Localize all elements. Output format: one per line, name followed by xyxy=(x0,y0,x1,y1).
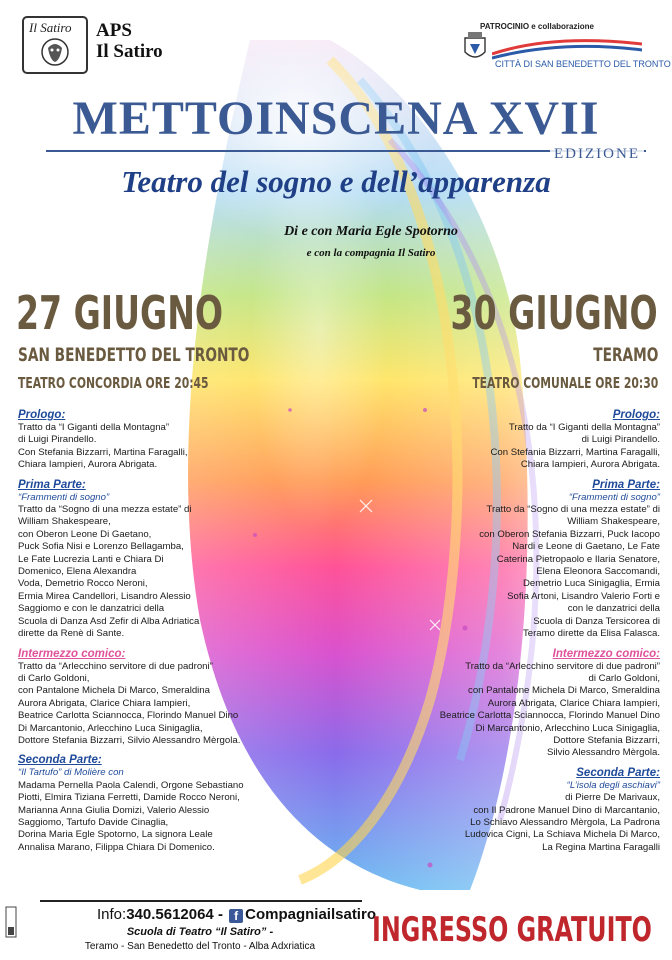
section-work-title: “L’isola degli aschiavi” xyxy=(566,779,660,791)
cast-line: Tratto da “Sogno di una mezza estate” di xyxy=(18,504,192,516)
left-section xyxy=(18,478,348,641)
cast-line: La Regina Martina Faragalli xyxy=(542,841,660,853)
section-heading: Prima Parte: xyxy=(18,478,86,491)
cast-line: Ermia Mirea Candellori, Lisandro Alessio xyxy=(18,590,191,602)
cast-line: Sofia Artoni, Lisandro Valerio Forti e xyxy=(507,590,660,602)
cast-line: Ludovica Cigni, La Schiava Michela Di Marco, xyxy=(464,829,660,841)
cast-line: Le Fate Lucrezia Lanti e Chiara Di xyxy=(18,553,164,565)
city-crest-icon xyxy=(462,30,488,64)
cast-line: Di Marcantonio, Arlecchino Luca Sinigaglia, xyxy=(475,722,660,734)
right-section xyxy=(330,647,660,760)
logo-wordmark: Il Satiro xyxy=(29,20,72,35)
right-venue: TEATRO COMUNALE ORE 20:30 xyxy=(472,374,658,392)
cast-line: Aurora Abrigata, Clarice Chiara Iampieri, xyxy=(18,697,191,709)
cast-line: Lo Schiavo Alessandro Mèrgola, La Padrona xyxy=(470,816,660,828)
cast-line: con Oberon Leone Di Gaetano, xyxy=(18,528,152,540)
cast-line: Dorina Maria Egle Spotorno, La signora Leale xyxy=(18,829,213,841)
cast-line: con Oberon Stefania Bizzarri, Puck Iacopo xyxy=(479,528,660,540)
cast-line: Scuola di Danza Tersicorea di xyxy=(533,615,660,627)
right-section xyxy=(330,766,660,854)
info-separator: - xyxy=(217,906,223,923)
footer-divider xyxy=(40,900,362,902)
section-work-title: “Frammenti di sogno” xyxy=(568,491,660,503)
edition-label: EDIZIONE xyxy=(550,146,644,163)
credit-line-1: Di e con Maria Egle Spotorno xyxy=(284,224,458,239)
left-program xyxy=(18,408,348,860)
cast-line: Chiara Iampieri, Aurora Abrigata. xyxy=(18,459,158,471)
cast-line: Elena Eleonora Saccomandi, xyxy=(536,566,660,578)
section-work-title: “Frammenti di sogno” xyxy=(18,491,110,503)
info-label: Info: xyxy=(97,906,127,923)
cast-line: Chiara Iampieri, Aurora Abrigata. xyxy=(520,459,660,471)
cast-line: Demetrio Luca Sinigaglia, Ermia xyxy=(522,578,660,590)
cast-line: William Shakespeare, xyxy=(567,516,660,528)
cast-line: di Luigi Pirandello. xyxy=(18,434,97,446)
free-entry-label: INGRESSO GRATUITO xyxy=(372,910,652,950)
cast-line: Di Marcantonio, Arlecchino Luca Sinigaglia, xyxy=(18,722,203,734)
cast-line: di Luigi Pirandello. xyxy=(581,434,660,446)
cast-line: Dottore Stefania Bizzarri, xyxy=(553,734,660,746)
left-venue: TEATRO CONCORDIA ORE 20:45 xyxy=(18,374,209,392)
cast-line: Puck Sofia Nisi e Lorenzo Bellagamba, xyxy=(18,541,184,553)
right-date: 30 GIUGNO xyxy=(450,286,658,340)
cast-line: Saggiomo e con le danzatrici della xyxy=(18,603,165,615)
left-section xyxy=(18,753,348,854)
left-section xyxy=(18,647,348,748)
cast-line: Dottore Stefania Bizzarri, Silvio Alessandro Mèrgola. xyxy=(18,734,241,746)
section-work-title: “Il Tartufo” di Molière con xyxy=(18,767,124,779)
right-section xyxy=(330,408,660,472)
school-locations: Teramo - San Benedetto del Tronto - Alba Adxriatica xyxy=(84,941,316,952)
right-city: TERAMO xyxy=(592,344,658,366)
cast-line: Beatrice Carlotta Sciannocca, Florindo Manuel Dino xyxy=(18,710,239,722)
cast-line: con Pantalone Michela Di Marco, Smeraldina xyxy=(18,685,210,697)
org-name xyxy=(96,20,163,62)
section-heading: Intermezzo comico: xyxy=(18,647,126,660)
cast-line: Caterina Pietropaolo e Ilaria Senatore, xyxy=(496,553,660,565)
cast-line: Con Stefania Bizzarri, Martina Faragalli, xyxy=(18,446,188,458)
section-heading: Intermezzo comico: xyxy=(552,647,660,660)
cast-line: Domenico, Elena Alexandra xyxy=(18,566,137,578)
cast-line: Marianna Anna Giulia Domizi, Valerio Alessio xyxy=(18,804,210,816)
cast-line: Piotti, Elmira Tiziana Ferretti, Damide Rocco Neroni, xyxy=(18,792,240,804)
org-name-line1: APS xyxy=(96,20,132,41)
cast-line: Tratto da “Arlecchino servitore di due padroni” xyxy=(18,660,213,672)
event-subtitle: Teatro del sogno e dell’apparenza xyxy=(121,164,551,199)
cast-line: Con Stefania Bizzarri, Martina Faragalli, xyxy=(490,446,660,458)
event-title: METTOINSCENA XVII xyxy=(72,92,600,145)
cast-line: Nardi e Leone di Gaetano, Le Fate xyxy=(512,541,660,553)
facebook-icon: f xyxy=(229,909,243,923)
facebook-page[interactable]: Compagniailsatiro xyxy=(245,906,376,923)
cast-line: Tratto da “I Giganti della Montagna” xyxy=(508,422,660,433)
section-heading: Seconda Parte: xyxy=(576,766,660,779)
credit-line-2: e con la compagnia Il Satiro xyxy=(306,247,436,259)
phone-number[interactable]: 340.5612064 xyxy=(126,906,214,923)
cast-line: Annalisa Marano, Filippa Chiara Di Domenico. xyxy=(18,841,215,853)
patronage-label: PATROCINIO e collaborazione xyxy=(480,22,594,31)
cast-line: con Il Padrone Manuel Dino di Marcantanio, xyxy=(473,804,660,816)
cast-line: di Pierre De Marivaux, xyxy=(565,792,660,804)
cast-line: Saggiomo, Tartufo Davide Cinaglia, xyxy=(18,816,169,828)
cast-line: di Carlo Goldoni, xyxy=(18,672,90,684)
right-section xyxy=(330,478,660,641)
cast-line: Tratto da “Arlecchino servitore di due padroni” xyxy=(465,660,660,672)
cast-line: Tratto da “I Giganti della Montagna” xyxy=(18,422,170,433)
cast-line: con le danzatrici della xyxy=(567,603,660,615)
cast-line: Beatrice Carlotta Sciannocca, Florindo Manuel Dino xyxy=(439,710,660,722)
cast-line: dirette da Renè di Sante. xyxy=(18,628,125,640)
cast-line: Aurora Abrigata, Clarice Chiara Iampieri, xyxy=(487,697,660,709)
left-city: SAN BENEDETTO DEL TRONTO xyxy=(18,344,250,366)
section-heading: Prima Parte: xyxy=(592,478,660,491)
cast-line: Teramo dirette da Elisa Falasca. xyxy=(522,628,660,640)
section-heading: Prologo: xyxy=(18,409,66,421)
section-heading: Seconda Parte: xyxy=(18,754,102,767)
satiro-logo xyxy=(22,16,88,74)
left-section xyxy=(18,408,348,472)
city-swoosh-icon xyxy=(492,34,642,62)
cast-line: William Shakespeare, xyxy=(18,516,111,528)
city-name: CITTÀ DI SAN BENEDETTO DEL TRONTO xyxy=(495,59,671,69)
right-program xyxy=(330,408,660,860)
school-name xyxy=(0,926,400,938)
contact-info xyxy=(97,906,376,923)
school-name-text: Scuola di Teatro “Il Satiro” - xyxy=(126,926,274,938)
left-date: 27 GIUGNO xyxy=(16,286,224,340)
cast-line: Scuola di Danza Asd Zefir di Alba Adriatica xyxy=(18,615,200,627)
section-heading: Prologo: xyxy=(612,409,660,421)
cast-line: di Carlo Goldoni, xyxy=(588,672,660,684)
cast-line: Silvio Alessandro Mèrgola. xyxy=(546,747,660,759)
cast-line: Tratto da “Sogno di una mezza estate” di xyxy=(486,504,660,516)
cast-line: Voda, Demetrio Rocco Neroni, xyxy=(18,578,148,590)
cast-line: Madama Pernella Paola Calendi, Orgone Sebastiano xyxy=(18,779,244,791)
org-name-line2: Il Satiro xyxy=(96,41,163,62)
cast-line: con Pantalone Michela Di Marco, Smeraldina xyxy=(468,685,660,697)
